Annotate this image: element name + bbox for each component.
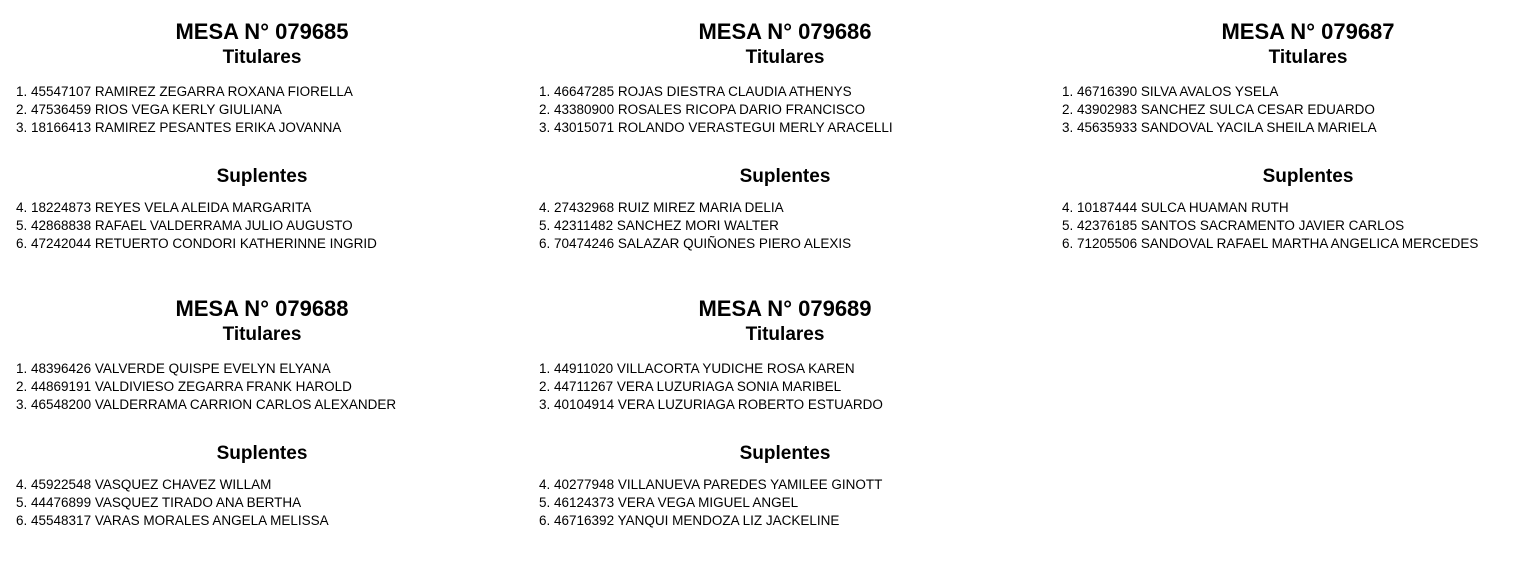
titulares-heading: Titulares — [222, 47, 302, 68]
list-item: 6. 46716392 YANQUI MENDOZA LIZ JACKELINE — [539, 513, 840, 528]
list-item: 2. 47536459 RIOS VEGA KERLY GIULIANA — [16, 102, 282, 117]
list-item: 4. 10187444 SULCA HUAMAN RUTH — [1062, 200, 1289, 215]
titulares-heading: Titulares — [222, 324, 302, 345]
list-item: 2. 44711267 VERA LUZURIAGA SONIA MARIBEL — [539, 379, 842, 394]
titulares-list — [539, 360, 883, 414]
list-item: 2. 44869191 VALDIVIESO ZEGARRA FRANK HAROLD — [16, 379, 352, 394]
mesa-title: MESA N° 079688 — [175, 296, 349, 321]
suplentes-heading: Suplentes — [739, 166, 831, 187]
list-item: 5. 42311482 SANCHEZ MORI WALTER — [539, 218, 779, 233]
list-item: 6. 45548317 VARAS MORALES ANGELA MELISSA — [16, 513, 329, 528]
suplentes-list — [539, 476, 882, 530]
list-item: 1. 46716390 SILVA AVALOS YSELA — [1062, 84, 1279, 99]
titulares-heading: Titulares — [745, 47, 825, 68]
suplentes-list — [1062, 199, 1478, 253]
list-item: 3. 46548200 VALDERRAMA CARRION CARLOS ALEXANDER — [16, 397, 397, 412]
suplentes-heading: Suplentes — [216, 443, 308, 464]
list-item: 4. 18224873 REYES VELA ALEIDA MARGARITA — [16, 200, 312, 215]
suplentes-heading: Suplentes — [739, 443, 831, 464]
list-item: 2. 43380900 ROSALES RICOPA DARIO FRANCISCO — [539, 102, 866, 117]
list-item: 5. 44476899 VASQUEZ TIRADO ANA BERTHA — [16, 495, 302, 510]
suplentes-heading: Suplentes — [216, 166, 308, 187]
mesa-title: MESA N° 079687 — [1221, 19, 1395, 44]
list-item: 4. 27432968 RUIZ MIREZ MARIA DELIA — [539, 200, 784, 215]
list-item: 6. 47242044 RETUERTO CONDORI KATHERINNE INGRID — [16, 236, 377, 251]
mesa-title: MESA N° 079686 — [698, 19, 872, 44]
suplentes-heading: Suplentes — [1262, 166, 1354, 187]
list-item: 5. 42376185 SANTOS SACRAMENTO JAVIER CARLOS — [1062, 218, 1405, 233]
list-item: 3. 40104914 VERA LUZURIAGA ROBERTO ESTUARDO — [539, 397, 883, 412]
titulares-list — [16, 360, 396, 414]
list-item: 1. 48396426 VALVERDE QUISPE EVELYN ELYANA — [16, 361, 331, 376]
list-item: 1. 46647285 ROJAS DIESTRA CLAUDIA ATHENYS — [539, 84, 852, 99]
mesa-title: MESA N° 079689 — [698, 296, 872, 321]
list-item: 5. 42868838 RAFAEL VALDERRAMA JULIO AUGUSTO — [16, 218, 353, 233]
titulares-list — [539, 83, 893, 137]
list-item: 1. 44911020 VILLACORTA YUDICHE ROSA KAREN — [539, 361, 855, 376]
list-item: 3. 45635933 SANDOVAL YACILA SHEILA MARIELA — [1062, 120, 1377, 135]
suplentes-list — [16, 199, 377, 253]
titulares-list — [16, 83, 353, 137]
suplentes-list — [539, 199, 851, 253]
titulares-heading: Titulares — [1268, 47, 1348, 68]
titulares-list — [1062, 83, 1377, 137]
list-item: 1. 45547107 RAMIREZ ZEGARRA ROXANA FIORELLA — [16, 84, 353, 99]
list-item: 3. 18166413 RAMIREZ PESANTES ERIKA JOVANNA — [16, 120, 342, 135]
list-item: 5. 46124373 VERA VEGA MIGUEL ANGEL — [539, 495, 799, 510]
list-item: 4. 40277948 VILLANUEVA PAREDES YAMILEE GINOTT — [539, 477, 883, 492]
list-item: 4. 45922548 VASQUEZ CHAVEZ WILLAM — [16, 477, 272, 492]
list-item: 6. 70474246 SALAZAR QUIÑONES PIERO ALEXIS — [539, 236, 852, 251]
titulares-heading: Titulares — [745, 324, 825, 345]
list-item: 6. 71205506 SANDOVAL RAFAEL MARTHA ANGELICA MERCEDES — [1062, 236, 1479, 251]
mesa-title: MESA N° 079685 — [175, 19, 349, 44]
list-item: 2. 43902983 SANCHEZ SULCA CESAR EDUARDO — [1062, 102, 1375, 117]
suplentes-list — [16, 476, 329, 530]
list-item: 3. 43015071 ROLANDO VERASTEGUI MERLY ARACELLI — [539, 120, 893, 135]
